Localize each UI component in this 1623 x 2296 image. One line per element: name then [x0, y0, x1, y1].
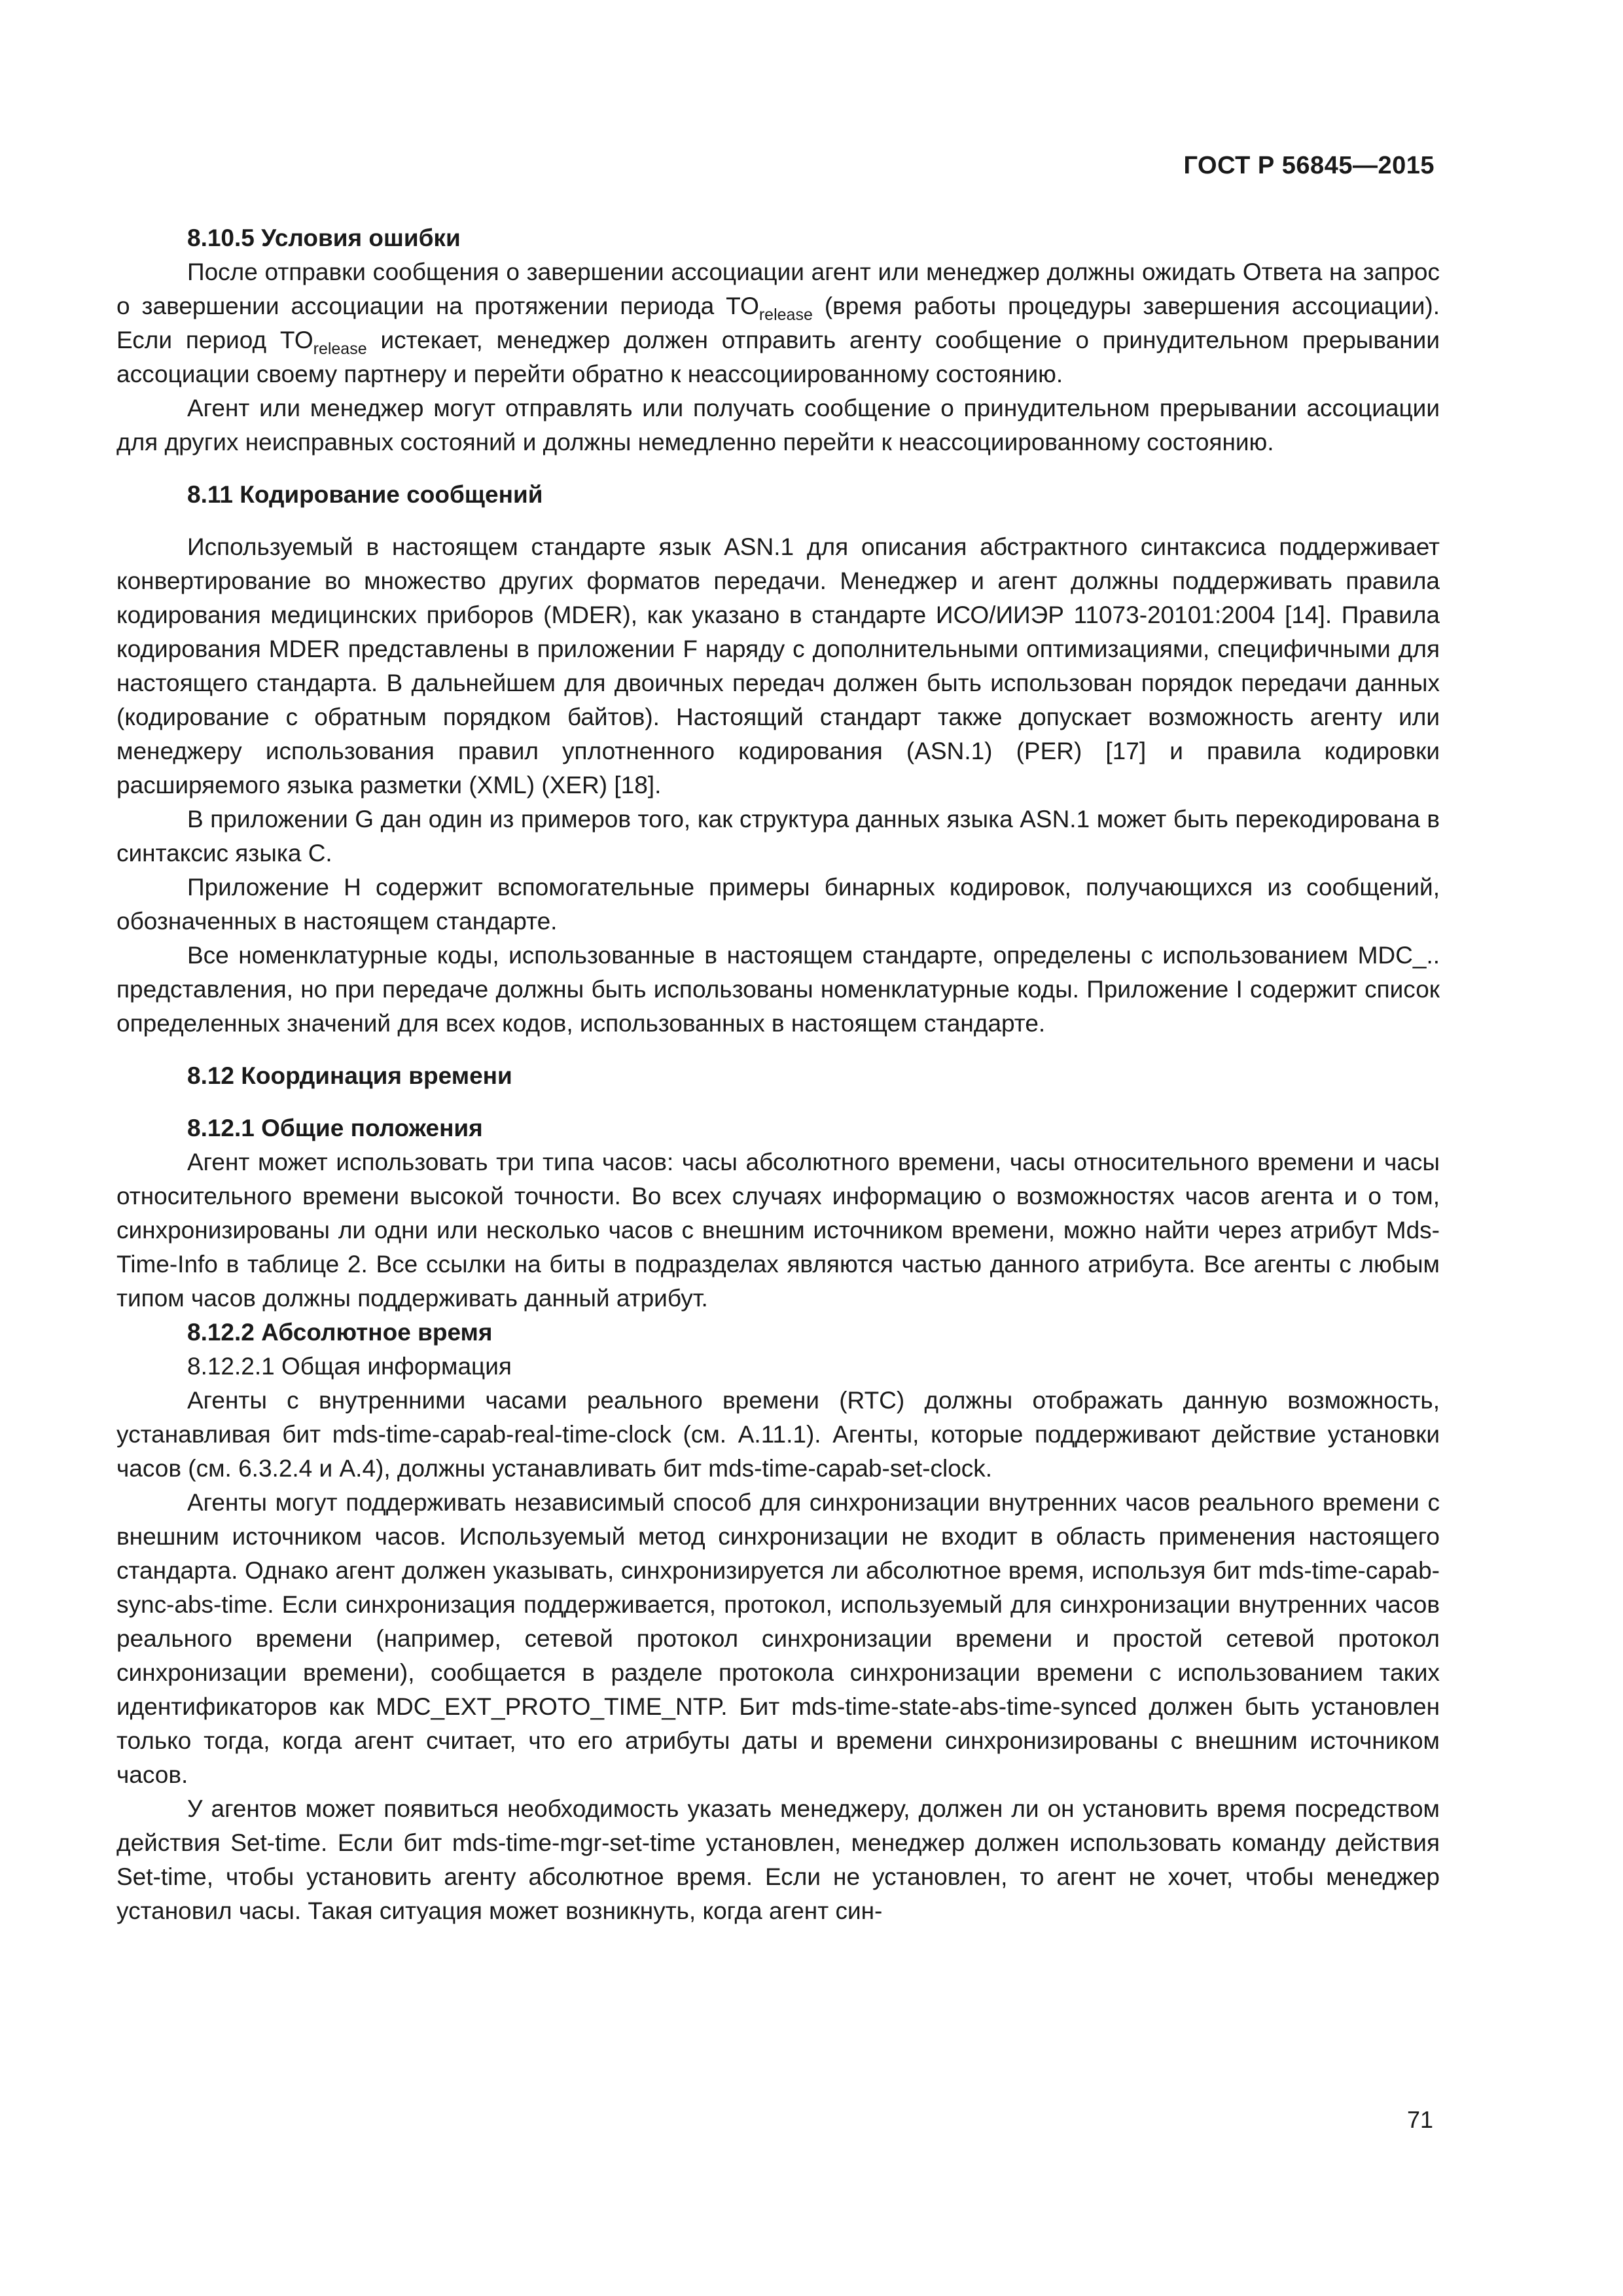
subscript-release: release — [313, 340, 367, 358]
paragraph-text: истекает, менеджер должен отправить агенту сообщение о принудительном прерывании ассоциации своему партнеру и перейти обратно к неассоциированному состоянию. — [116, 327, 1440, 387]
section-8-12-1-paragraph-1: Агент может использовать три типа часов: часы абсолютного времени, часы относительного времени и часы относительного времени высокой точности. Во всех случаях информацию о возможностях часов агента и о том, синхронизированы ли одни или несколько часов с внешним источником времени, можно найти через атрибут Mds-Time-Info в таблице 2. Все ссылки на биты в подразделах являются частью данного атрибута. Все агенты с любым типом часов должны поддерживать данный атрибут. — [116, 1149, 1440, 1312]
standard-code-header: ГОСТ Р 56845—2015 — [1183, 152, 1435, 179]
document-body — [116, 221, 1440, 1928]
section-8-12-2-heading: 8.12.2 Абсолютное время — [187, 1319, 493, 1346]
paragraph-text: После отправки сообщения о завершении ассоциации агент или менеджер должны ожидать Ответа на запрос о завершении ассоциации на протяжении периода TO — [116, 259, 1440, 319]
section-8-11-paragraph-1: Используемый в настоящем стандарте язык ASN.1 для описания абстрактного синтаксиса поддерживает конвертирование во множество других форматов передачи. Менеджер и агент должны поддерживать правила кодирования медицинских приборов (MDER), как указано в стандарте ИСО/ИИЭР 11073-20101:2004 [14]. Правила кодирования MDER представлены в приложении F наряду с дополнительными оптимизациями, специфичными для настоящего стандарта. В дальнейшем для двоичных передач должен быть использован порядок передачи данных (кодирование с обратным порядком байтов). Настоящий стандарт также допускает возможность агенту или менеджеру использования правил уплотненного кодирования (ASN.1) (PER) [17] и правила кодировки расширяемого языка разметки (XML) (XER) [18]. — [116, 533, 1440, 798]
section-8-12-2-1-paragraph-3: У агентов может появиться необходимость указать менеджеру, должен ли он установить время посредством действия Set-time. Если бит mds-time-mgr-set-time установлен, менеджер должен использовать команду действия Set-time, чтобы установить агенту абсолютное время. Если не установлен, то агент не хочет, чтобы менеджер установил часы. Такая ситуация может возникнуть, когда агент син- — [116, 1795, 1440, 1924]
section-8-12-2-1-heading: 8.12.2.1 Общая информация — [187, 1353, 512, 1380]
section-8-11-paragraph-3: Приложение Н содержит вспомогательные примеры бинарных кодировок, получающихся из сообщений, обозначенных в настоящем стандарте. — [116, 874, 1440, 935]
paragraph-text: (время работы процедуры завершения ассоциации). Если период TO — [116, 293, 1440, 353]
section-8-10-5-paragraph-2: Агент или менеджер могут отправлять или получать сообщение о принудительном прерывании ассоциации для других неисправных состояний и должны немедленно перейти к неассоциированному состоянию. — [116, 395, 1440, 456]
section-8-11-heading: 8.11 Кодирование сообщений — [187, 481, 543, 508]
section-8-11-paragraph-4: Все номенклатурные коды, использованные в настоящем стандарте, определены с использованием MDC_.. представления, но при передаче должны быть использованы номенклатурные коды. Приложение I содержит список определенных значений для всех кодов, использованных в настоящем стандарте. — [116, 942, 1440, 1037]
section-8-12-2-1-paragraph-2: Агенты могут поддерживать независимый способ для синхронизации внутренних часов реального времени с внешним источником часов. Используемый метод синхронизации не входит в область применения настоящего стандарта. Однако агент должен указывать, синхронизируется ли абсолютное время, используя бит mds-time-capab-sync-abs-time. Если синхронизация поддерживается, протокол, используемый для синхронизации внутренних часов реального времени (например, сетевой протокол синхронизации времени и простой сетевой протокол синхронизации времени), сообщается в разделе протокола синхронизации времени с использованием таких идентификаторов как MDC_EXT_PROTO_TIME_NTP. Бит mds-time-state-abs-time-synced должен быть установлен только тогда, когда агент считает, что его атрибуты даты и времени синхронизированы с внешним источником часов. — [116, 1489, 1440, 1788]
section-8-12-2-1-paragraph-1: Агенты с внутренними часами реального времени (RTC) должны отображать данную возможность, устанавливая бит mds-time-capab-real-time-clock (см. А.11.1). Агенты, которые поддерживают действие установки часов (см. 6.3.2.4 и А.4), должны устанавливать бит mds-time-capab-set-clock. — [116, 1387, 1440, 1482]
section-8-10-5-paragraph-1 — [116, 255, 1440, 391]
section-8-12-heading: 8.12 Координация времени — [187, 1062, 512, 1089]
section-8-12-1-heading: 8.12.1 Общие положения — [187, 1115, 483, 1141]
section-8-10-5-heading: 8.10.5 Условия ошибки — [187, 224, 461, 251]
page-number: 71 — [1406, 2106, 1433, 2133]
subscript-release: release — [758, 306, 813, 324]
section-8-11-paragraph-2: В приложении G дан один из примеров того, как структура данных языка ASN.1 может быть перекодирована в синтаксис языка С. — [116, 806, 1440, 867]
